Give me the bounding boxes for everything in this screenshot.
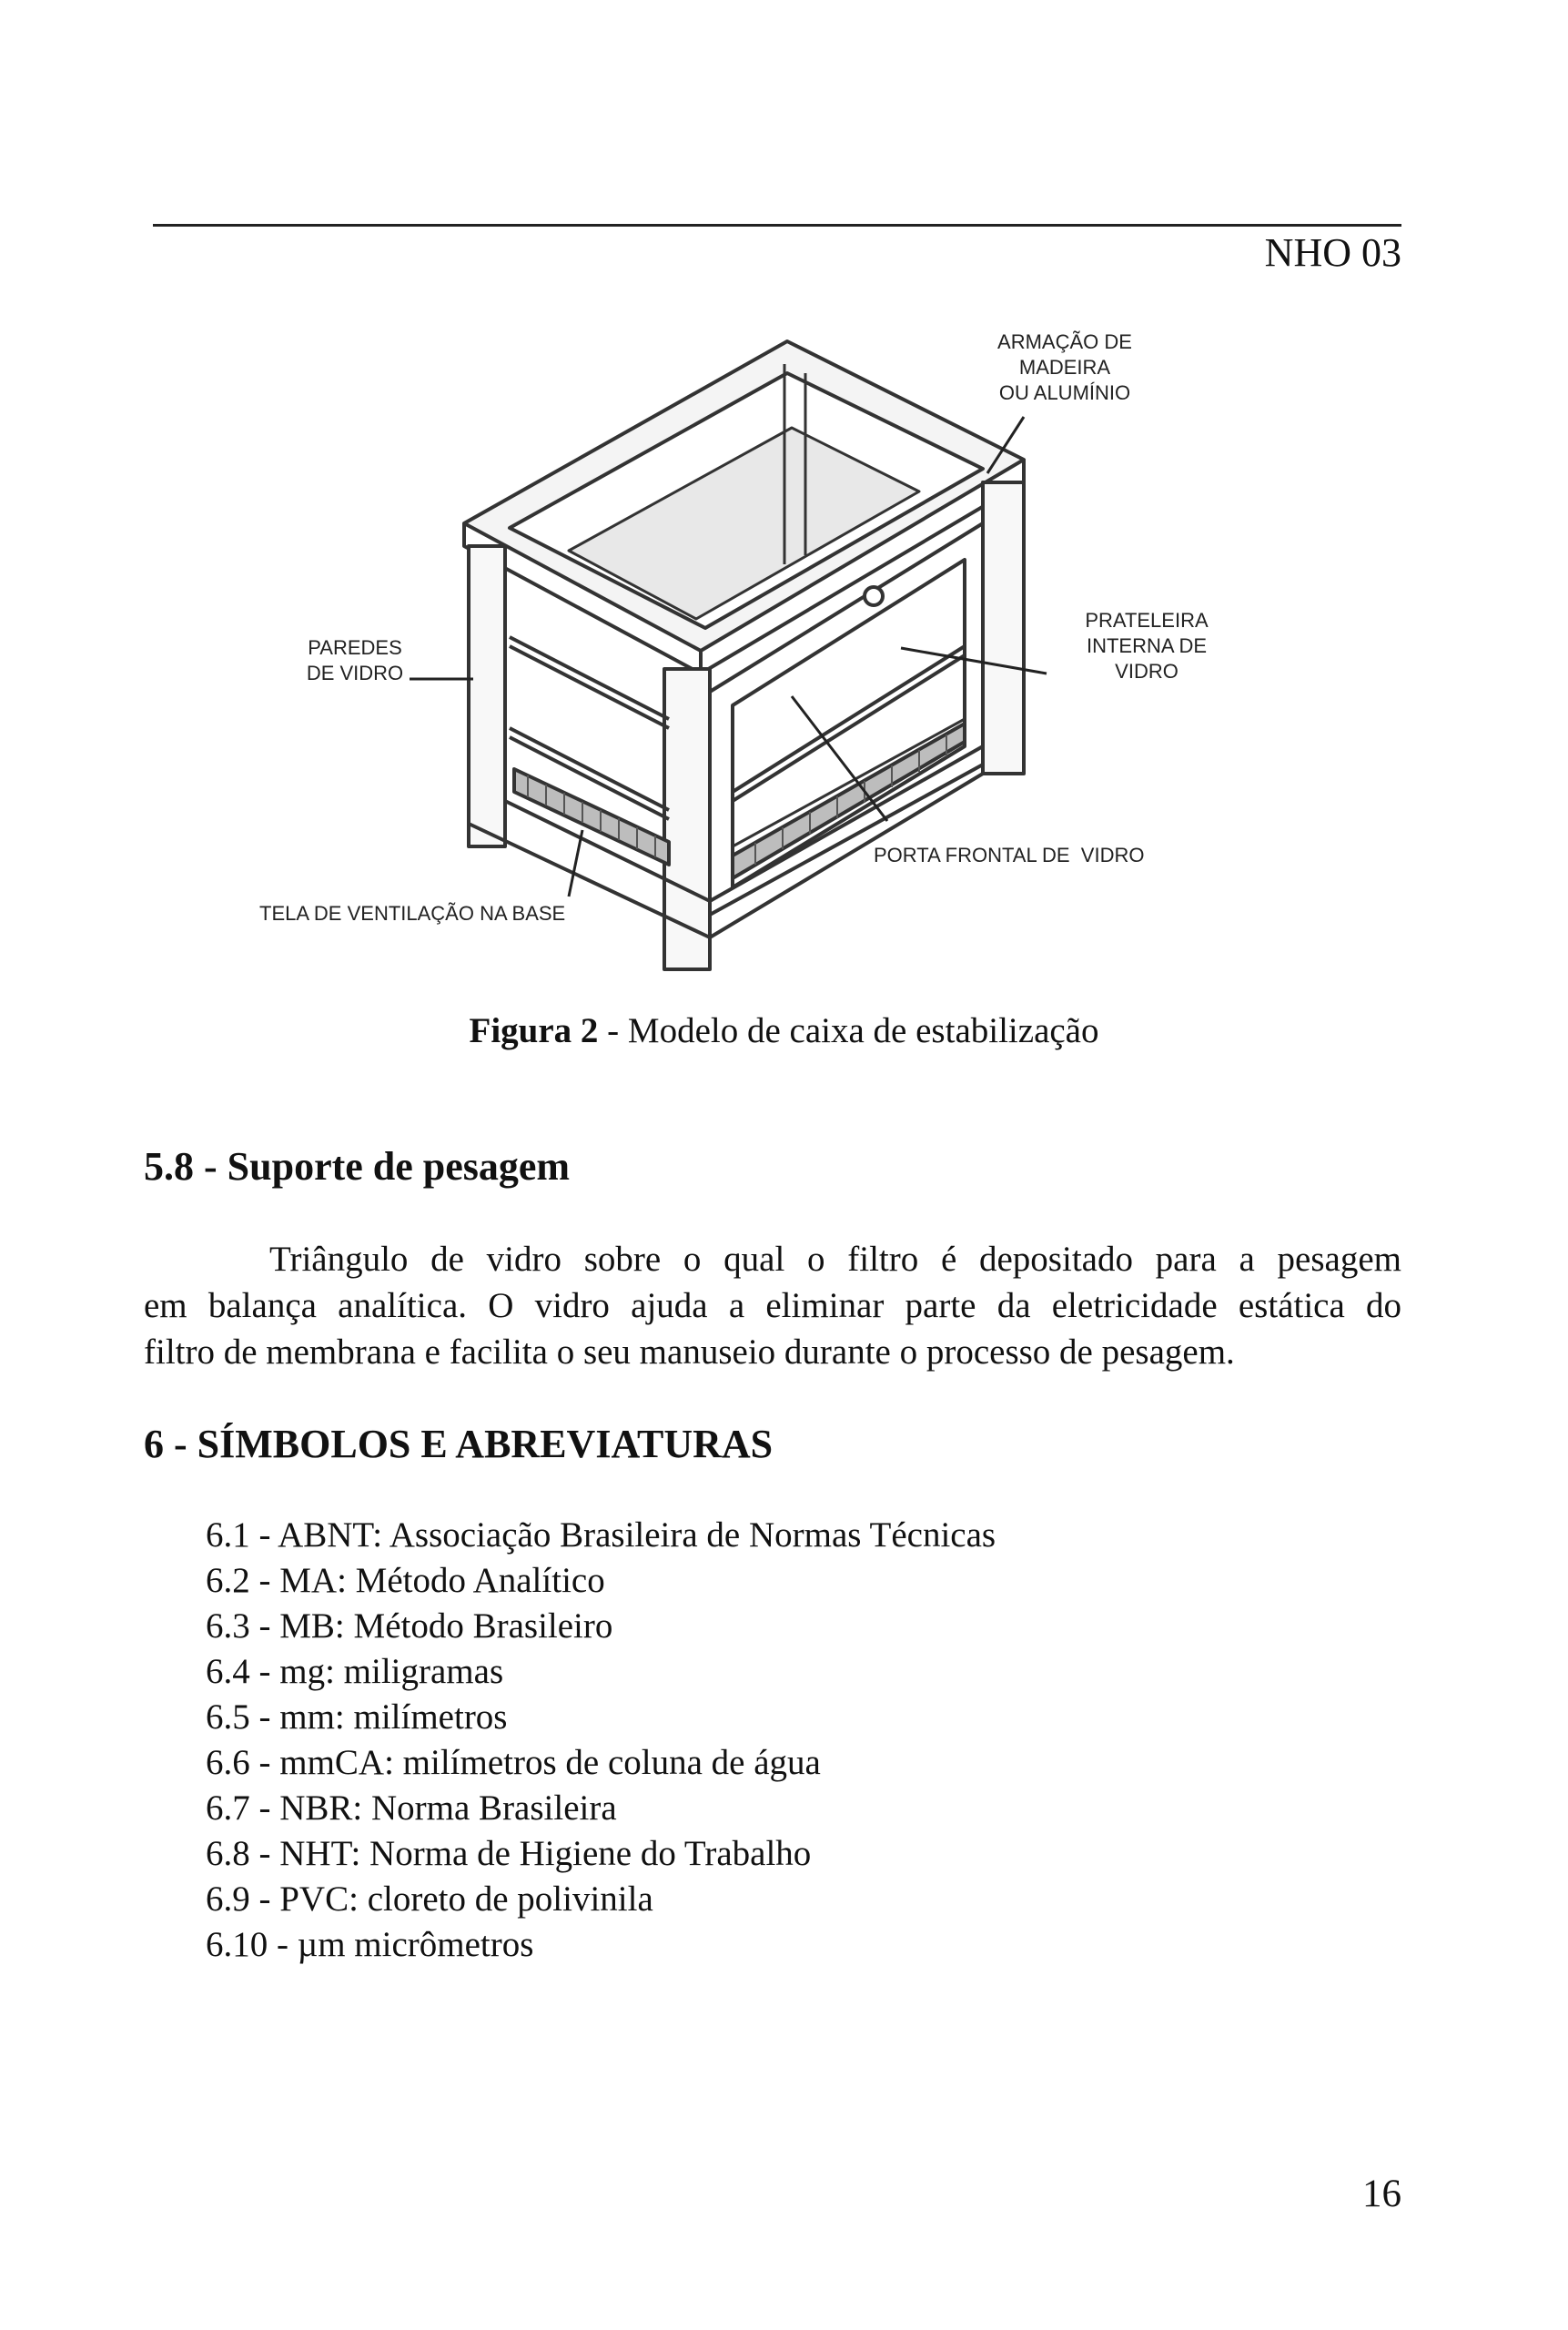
caption-number: Figura 2 (469, 1011, 599, 1050)
section-5-8-paragraph (144, 1236, 1401, 1375)
list-item: 6.9 - PVC: cloreto de polivinila (206, 1879, 653, 1919)
list-item: 6.2 - MA: Método Analítico (206, 1561, 605, 1600)
list-item: 6.4 - mg: miligramas (206, 1652, 504, 1691)
abbreviations-list (206, 1513, 996, 1968)
list-item: 6.8 - NHT: Norma de Higiene do Trabalho (206, 1834, 812, 1873)
label-frame: ARMAÇÃO DE MADEIRA OU ALUMÍNIO (997, 330, 1132, 404)
list-item: 6.7 - NBR: Norma Brasileira (206, 1788, 617, 1828)
page-number: 16 (1362, 2173, 1401, 2215)
list-item: 6.10 - µm micrômetros (206, 1925, 534, 1964)
list-item: 6.1 - ABNT: Associação Brasileira de Normas Técnicas (206, 1515, 996, 1555)
caption-text: - Modelo de caixa de estabilização (598, 1011, 1099, 1050)
figure-stabilization-box (0, 0, 1568, 1001)
paragraph-line: filtro de membrana e facilita o seu manuseio durante o processo de pesagem. (144, 1332, 1235, 1372)
stabilization-box-illustration (0, 0, 1568, 1001)
list-item: 6.3 - MB: Método Brasileiro (206, 1606, 613, 1646)
label-inner-shelf: PRATELEIRA INTERNA DE VIDRO (1085, 609, 1209, 683)
figure-caption (0, 1008, 1568, 1054)
document-code: NHO 03 (1264, 230, 1401, 275)
list-item: 6.6 - mmCA: milímetros de coluna de água (206, 1743, 821, 1782)
paragraph-line: em balança analítica. O vidro ajuda a eliminar parte da eletricidade estática do (144, 1286, 1401, 1325)
label-glass-walls: PAREDES DE VIDRO (306, 636, 404, 684)
paragraph-line: Triângulo de vidro sobre o qual o filtro é depositado para a pesagem (269, 1240, 1401, 1279)
section-6-heading: 6 - SÍMBOLOS E ABREVIATURAS (144, 1422, 774, 1466)
label-ventilation-screen: TELA DE VENTILAÇÃO NA BASE (259, 902, 566, 925)
list-item: 6.5 - mm: milímetros (206, 1697, 508, 1737)
section-5-8-heading: 5.8 - Suporte de pesagem (144, 1144, 571, 1189)
label-front-door: PORTA FRONTAL DE VIDRO (874, 844, 1145, 866)
